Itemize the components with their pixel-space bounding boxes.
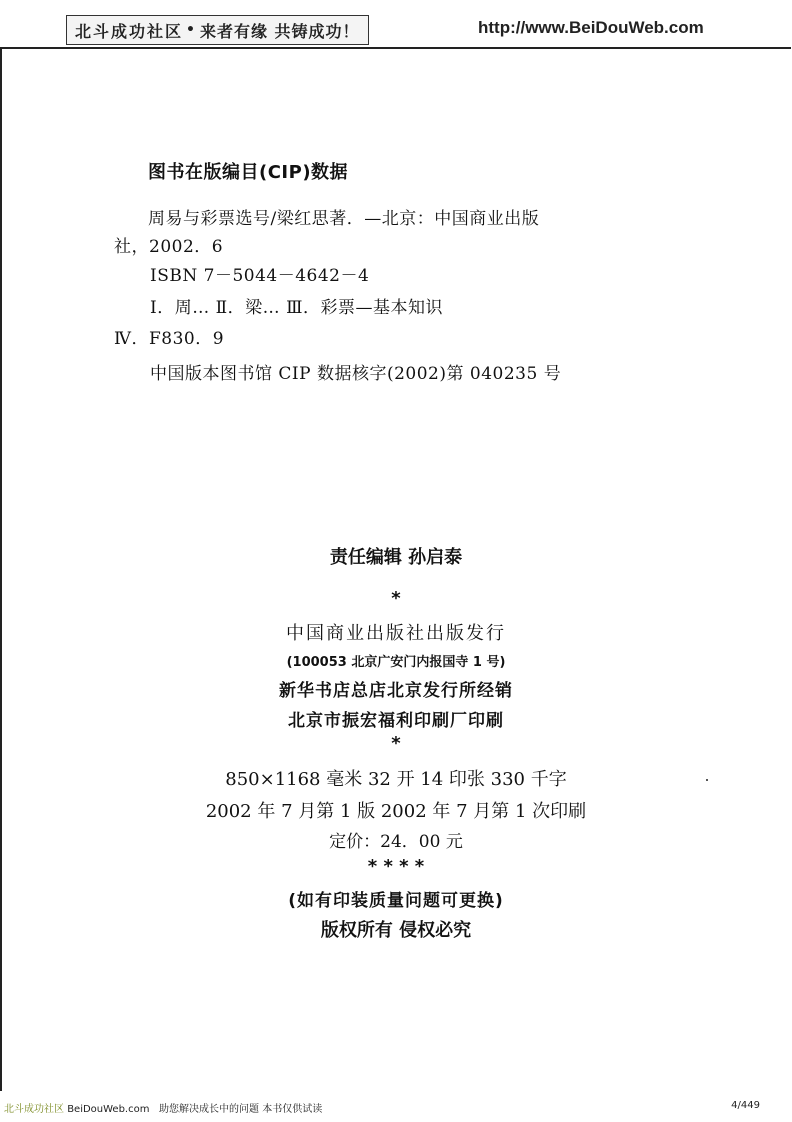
cip-line-isbn: ISBN 7－5044－4642－4 — [150, 266, 370, 286]
footer-tagline: 助您解决成长中的问题 本书仅供试读 — [159, 1104, 323, 1115]
publisher-address: (100053 北京广安门内报国寺 1 号) — [286, 655, 506, 670]
price-line: 定价：24．00 元 — [329, 832, 463, 852]
footer-brand: 北斗成功社区 — [4, 1104, 64, 1115]
cip-line-2: 社，2002．6 — [114, 237, 224, 257]
editor-line: 责任编辑 孙启泰 — [329, 547, 463, 568]
community-slogan: 来者有缘 共铸成功！ — [199, 21, 360, 41]
replace-note: (如有印装质量问题可更换) — [288, 891, 504, 911]
printer-line: 北京市振宏福利印刷厂印刷 — [288, 711, 504, 731]
cip-title: 图书在版编目(CIP)数据 — [148, 162, 349, 183]
format-line: 850×1168 毫米 32 开 14 印张 330 千字 — [225, 769, 567, 790]
page-number: 4/449 — [731, 1100, 760, 1111]
cip-line-class: Ⅳ．F830．9 — [114, 329, 225, 349]
edition-line: 2002 年 7 月第 1 版 2002 年 7 月第 1 次印刷 — [205, 801, 587, 822]
footer-site-link[interactable]: BeiDouWeb.com — [67, 1104, 150, 1115]
page-footer — [0, 1098, 792, 1118]
stray-dot-mark — [706, 779, 708, 781]
star-divider-2: * — [391, 733, 401, 754]
cip-line-verification: 中国版本图书馆 CIP 数据核字(2002)第 040235 号 — [150, 364, 562, 384]
cip-line-subjects: Ⅰ．周… Ⅱ．梁… Ⅲ．彩票—基本知识 — [150, 298, 443, 318]
star-divider-4: * * * * — [367, 856, 425, 877]
copyright-line: 版权所有 侵权必究 — [320, 920, 472, 941]
community-name: 北斗成功社区 — [75, 21, 184, 41]
publisher-line: 中国商业出版社出版发行 — [286, 623, 506, 644]
distributor-line: 新华书店总店北京发行所经销 — [279, 681, 513, 701]
community-banner[interactable] — [66, 15, 369, 45]
cip-line-1: 周易与彩票选号/梁红思著．—北京：中国商业出版 — [148, 209, 540, 229]
footer-left — [4, 1100, 322, 1115]
banner-separator: • — [186, 22, 197, 38]
site-url-link[interactable]: http://www.BeiDouWeb.com — [478, 18, 704, 37]
star-divider-1: * — [391, 588, 401, 609]
page-header — [0, 0, 792, 48]
